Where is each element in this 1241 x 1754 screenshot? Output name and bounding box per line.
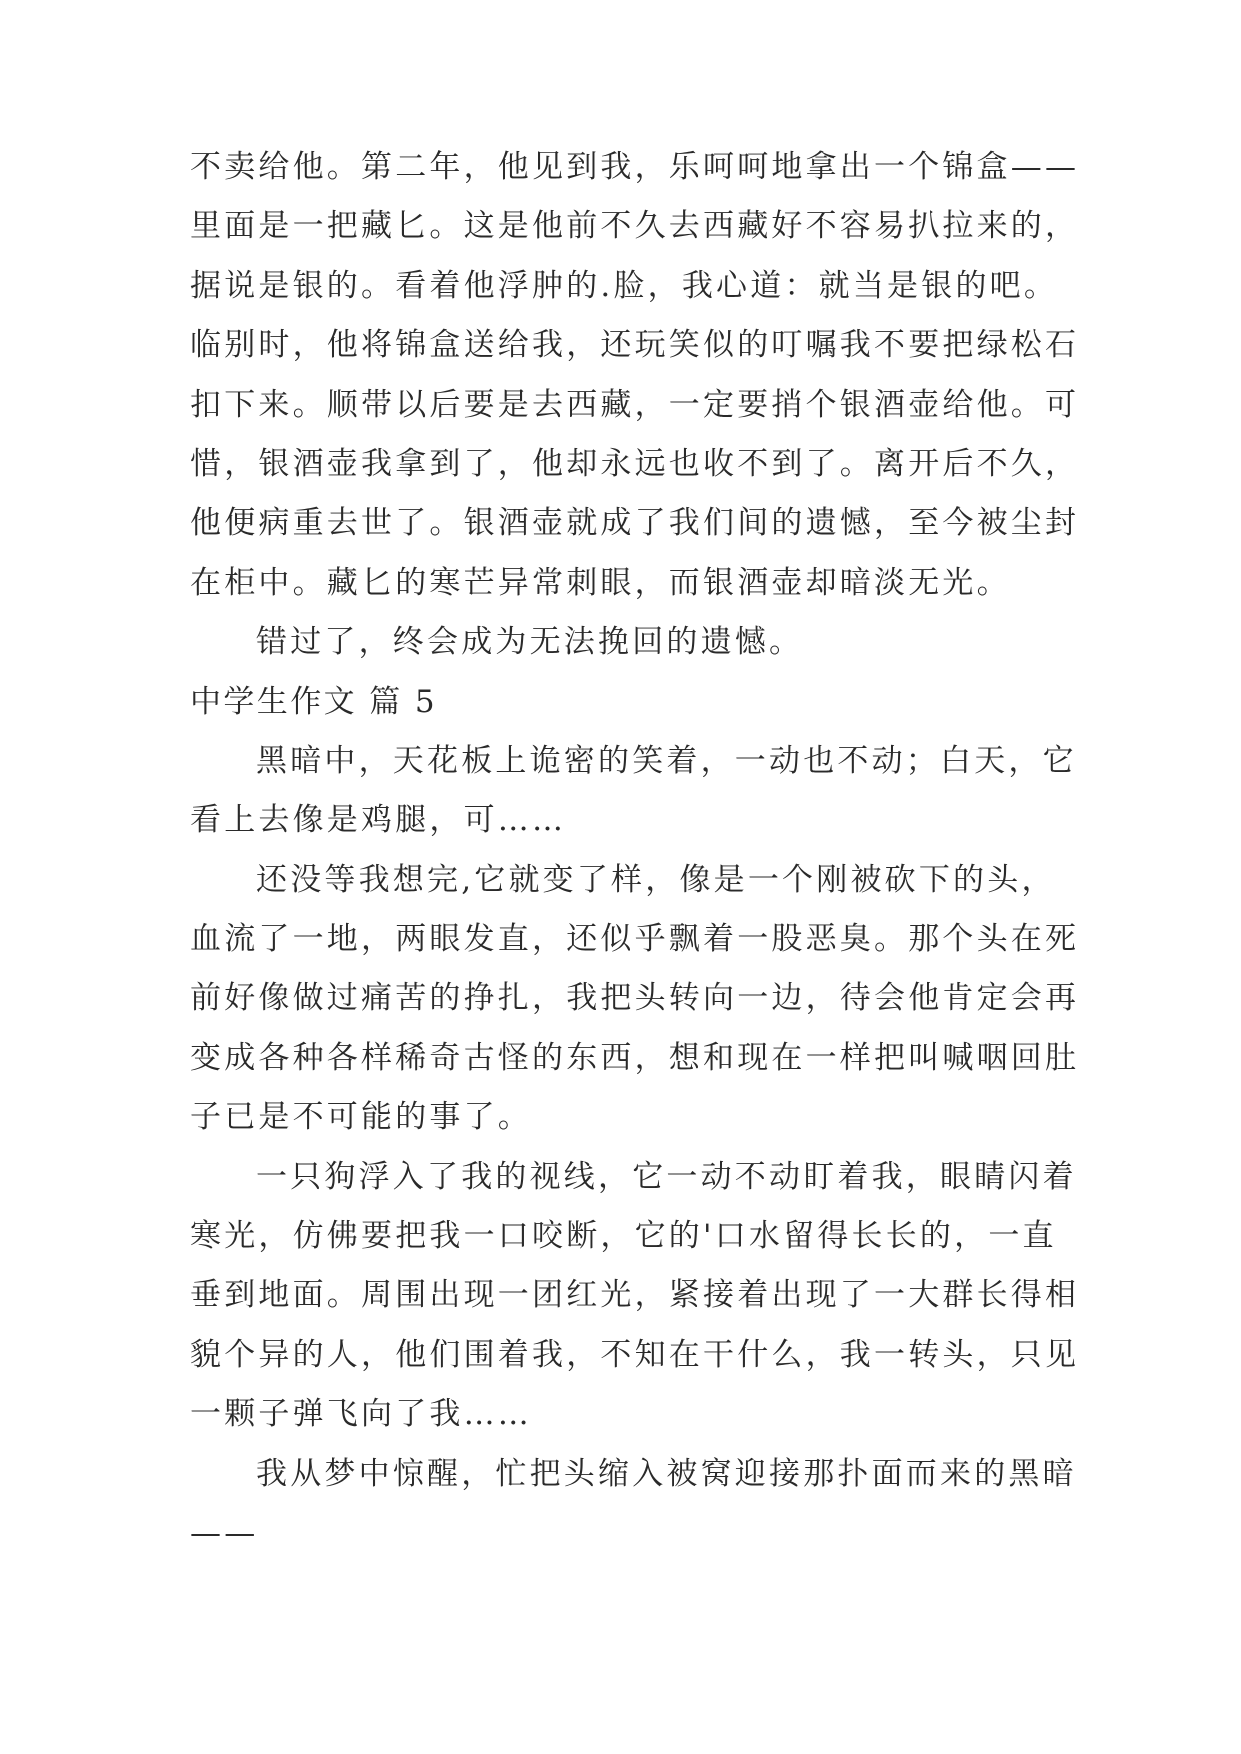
paragraph-start-line: 错过了，终会成为无法挽回的遗憾。 [256,624,804,661]
text-line: 寒光，仿佛要把我一口咬断，它的'口水留得长长的，一直 [190,1218,1057,1255]
text-line: 里面是一把藏匕。这是他前不久去西藏好不容易扒拉来的， [190,208,1080,245]
text-line: —— [190,1514,259,1551]
text-line: 看上去像是鸡腿，可…… [190,802,567,839]
text-line: 在柜中。藏匕的寒芒异常刺眼，而银酒壶却暗淡无光。 [190,564,1011,601]
text-line: 扣下来。顺带以后要是去西藏，一定要捎个银酒壶给他。可 [190,386,1080,423]
text-line: 惜，银酒壶我拿到了，他却永远也收不到了。离开后不久， [190,445,1080,482]
text-line: 临别时，他将锦盒送给我，还玩笑似的叮嘱我不要把绿松石 [190,327,1080,364]
text-line: 据说是银的。看着他浮肿的.脸，我心道：就当是银的吧。 [190,267,1059,304]
text-line: 不卖给他。第二年，他见到我，乐呵呵地拿出一个锦盒—— [190,149,1080,185]
section-heading: 中学生作文 篇 5 [190,683,438,720]
text-line: 一颗子弹飞向了我…… [190,1396,532,1433]
paragraph-start-line: 还没等我想完,它就变了样，像是一个刚被砍下的头， [256,861,1056,898]
text-line: 貌个异的人，他们围着我，不知在干什么，我一转头，只见 [190,1336,1080,1373]
text-line: 变成各种各样稀奇古怪的东西，想和现在一样把叫喊咽回肚 [190,1039,1080,1076]
text-line: 垂到地面。周围出现一团红光，紧接着出现了一大群长得相 [190,1277,1080,1314]
paragraph-start-line: 黑暗中，天花板上诡密的笑着，一动也不动；白天，它 [256,742,1077,779]
text-line: 前好像做过痛苦的挣扎，我把头转向一边，待会他肯定会再 [190,980,1080,1017]
document-body [190,138,1080,1563]
text-line: 血流了一地，两眼发直，还似乎飘着一股恶臭。那个头在死 [190,921,1080,958]
paragraph-start-line: 我从梦中惊醒，忙把头缩入被窝迎接那扑面而来的黑暗 [256,1455,1077,1492]
paragraph-start-line: 一只狗浮入了我的视线，它一动不动盯着我，眼睛闪着 [256,1158,1077,1195]
text-line: 他便病重去世了。银酒壶就成了我们间的遗憾，至今被尘封 [190,505,1080,542]
text-line: 子已是不可能的事了。 [190,1099,532,1136]
